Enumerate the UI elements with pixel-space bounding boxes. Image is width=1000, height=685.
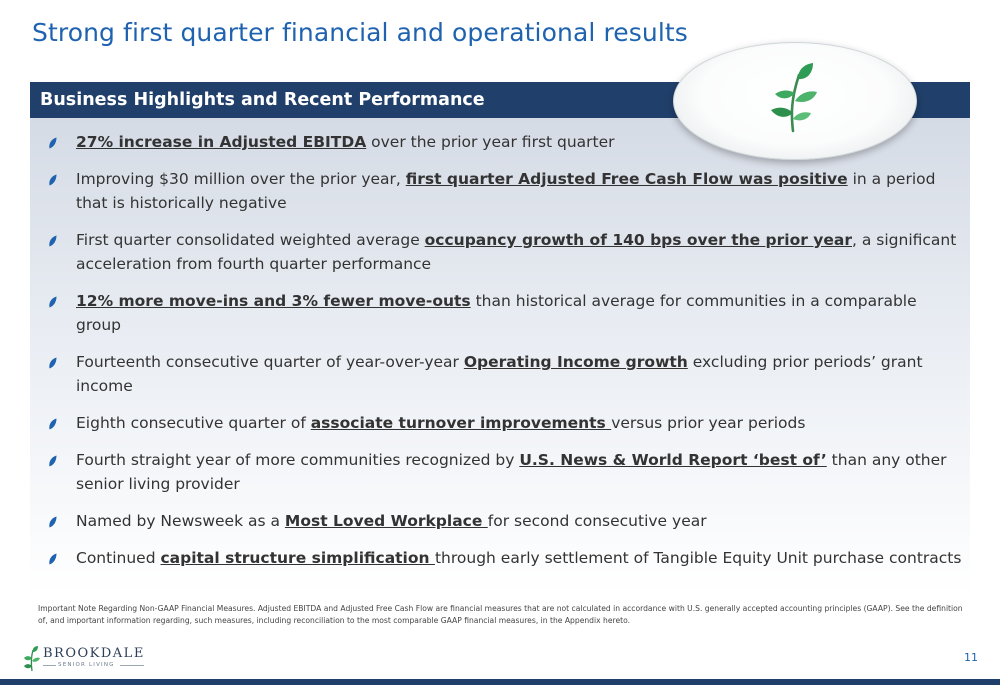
highlight-emphasis: Operating Income growth [463, 353, 688, 371]
brookdale-leaf-icon [24, 646, 40, 672]
leaf-bullet-icon [48, 137, 57, 149]
highlight-text: for second consecutive year [487, 512, 707, 530]
brookdale-logo [24, 646, 154, 674]
highlight-item [48, 350, 963, 398]
highlight-text: versus prior year periods [611, 414, 806, 432]
highlight-text: , a significant acceleration from fourth quarter performance [76, 231, 957, 273]
highlight-text: Fourth straight year of more communities recognized by [76, 451, 520, 469]
highlight-emphasis: Most Loved Workplace [284, 512, 488, 530]
brand-name: BROOKDALE [43, 646, 145, 661]
leaf-bullet-icon [48, 357, 57, 369]
highlight-emphasis: 12% more move-ins and 3% fewer move-outs [76, 292, 471, 310]
highlight-text: Fourteenth consecutive quarter of year-over-year [76, 353, 464, 371]
highlight-text: in a period that is historically negative [76, 170, 936, 212]
highlight-text: Continued [76, 549, 161, 567]
leaf-bullet-icon [48, 553, 57, 565]
highlight-text: than any other senior living provider [76, 451, 947, 493]
leaf-bullet-icon [48, 418, 57, 430]
leaf-sprig-icon [769, 63, 821, 133]
highlight-text: than historical average for communities in a comparable group [76, 292, 917, 334]
bottom-bar [0, 679, 1000, 685]
highlight-text: through early settlement of Tangible Equity Unit purchase contracts [434, 549, 962, 567]
highlight-emphasis: U.S. News & World Report ‘best of’ [519, 451, 827, 469]
section-header: Business Highlights and Recent Performance [40, 90, 485, 110]
leaf-bullet-icon [48, 516, 57, 528]
leaf-bullet-icon [48, 455, 57, 467]
highlight-item [48, 167, 963, 215]
highlight-text: Improving $30 million over the prior year, [76, 170, 406, 188]
highlight-item [48, 546, 963, 570]
non-gaap-footnote: Important Note Regarding Non-GAAP Financial Measures. Adjusted EBITDA and Adjusted Free Cash Flow are financial measures that are not calculated in accordance with U.S. generally accepted accounting principles (GAAP). See the definition of, and important information regarding, such measures, including reconciliation to the most comparable GAAP financial measures, in the Appendix hereto. [38, 604, 963, 625]
highlights-list [48, 130, 963, 583]
page-number: 11 [964, 651, 978, 664]
highlight-text: over the prior year first quarter [366, 133, 615, 151]
highlight-text: First quarter consolidated weighted average [76, 231, 425, 249]
highlight-item [48, 228, 963, 276]
highlight-emphasis: first quarter Adjusted Free Cash Flow was positive [405, 170, 848, 188]
highlight-emphasis: capital structure simplification [160, 549, 435, 567]
highlight-emphasis: 27% increase in Adjusted EBITDA [76, 133, 367, 151]
highlight-item [48, 448, 963, 496]
leaf-bullet-icon [48, 235, 57, 247]
highlight-emphasis: associate turnover improvements [310, 414, 612, 432]
page-title: Strong first quarter financial and operational results [32, 18, 688, 47]
highlight-emphasis: occupancy growth of 140 bps over the prior year [424, 231, 853, 249]
highlight-text: excluding prior periods’ grant income [76, 353, 923, 395]
brand-rule-left [43, 665, 56, 666]
highlight-item [48, 411, 963, 435]
highlight-item [48, 130, 963, 154]
leaf-bullet-icon [48, 174, 57, 186]
leaf-bullet-icon [48, 296, 57, 308]
brand-rule-right [120, 665, 144, 666]
highlight-item [48, 289, 963, 337]
highlight-item [48, 509, 963, 533]
highlight-text: Eighth consecutive quarter of [76, 414, 311, 432]
brand-tagline: SENIOR LIVING [58, 662, 115, 668]
highlight-text: Named by Newsweek as a [76, 512, 285, 530]
